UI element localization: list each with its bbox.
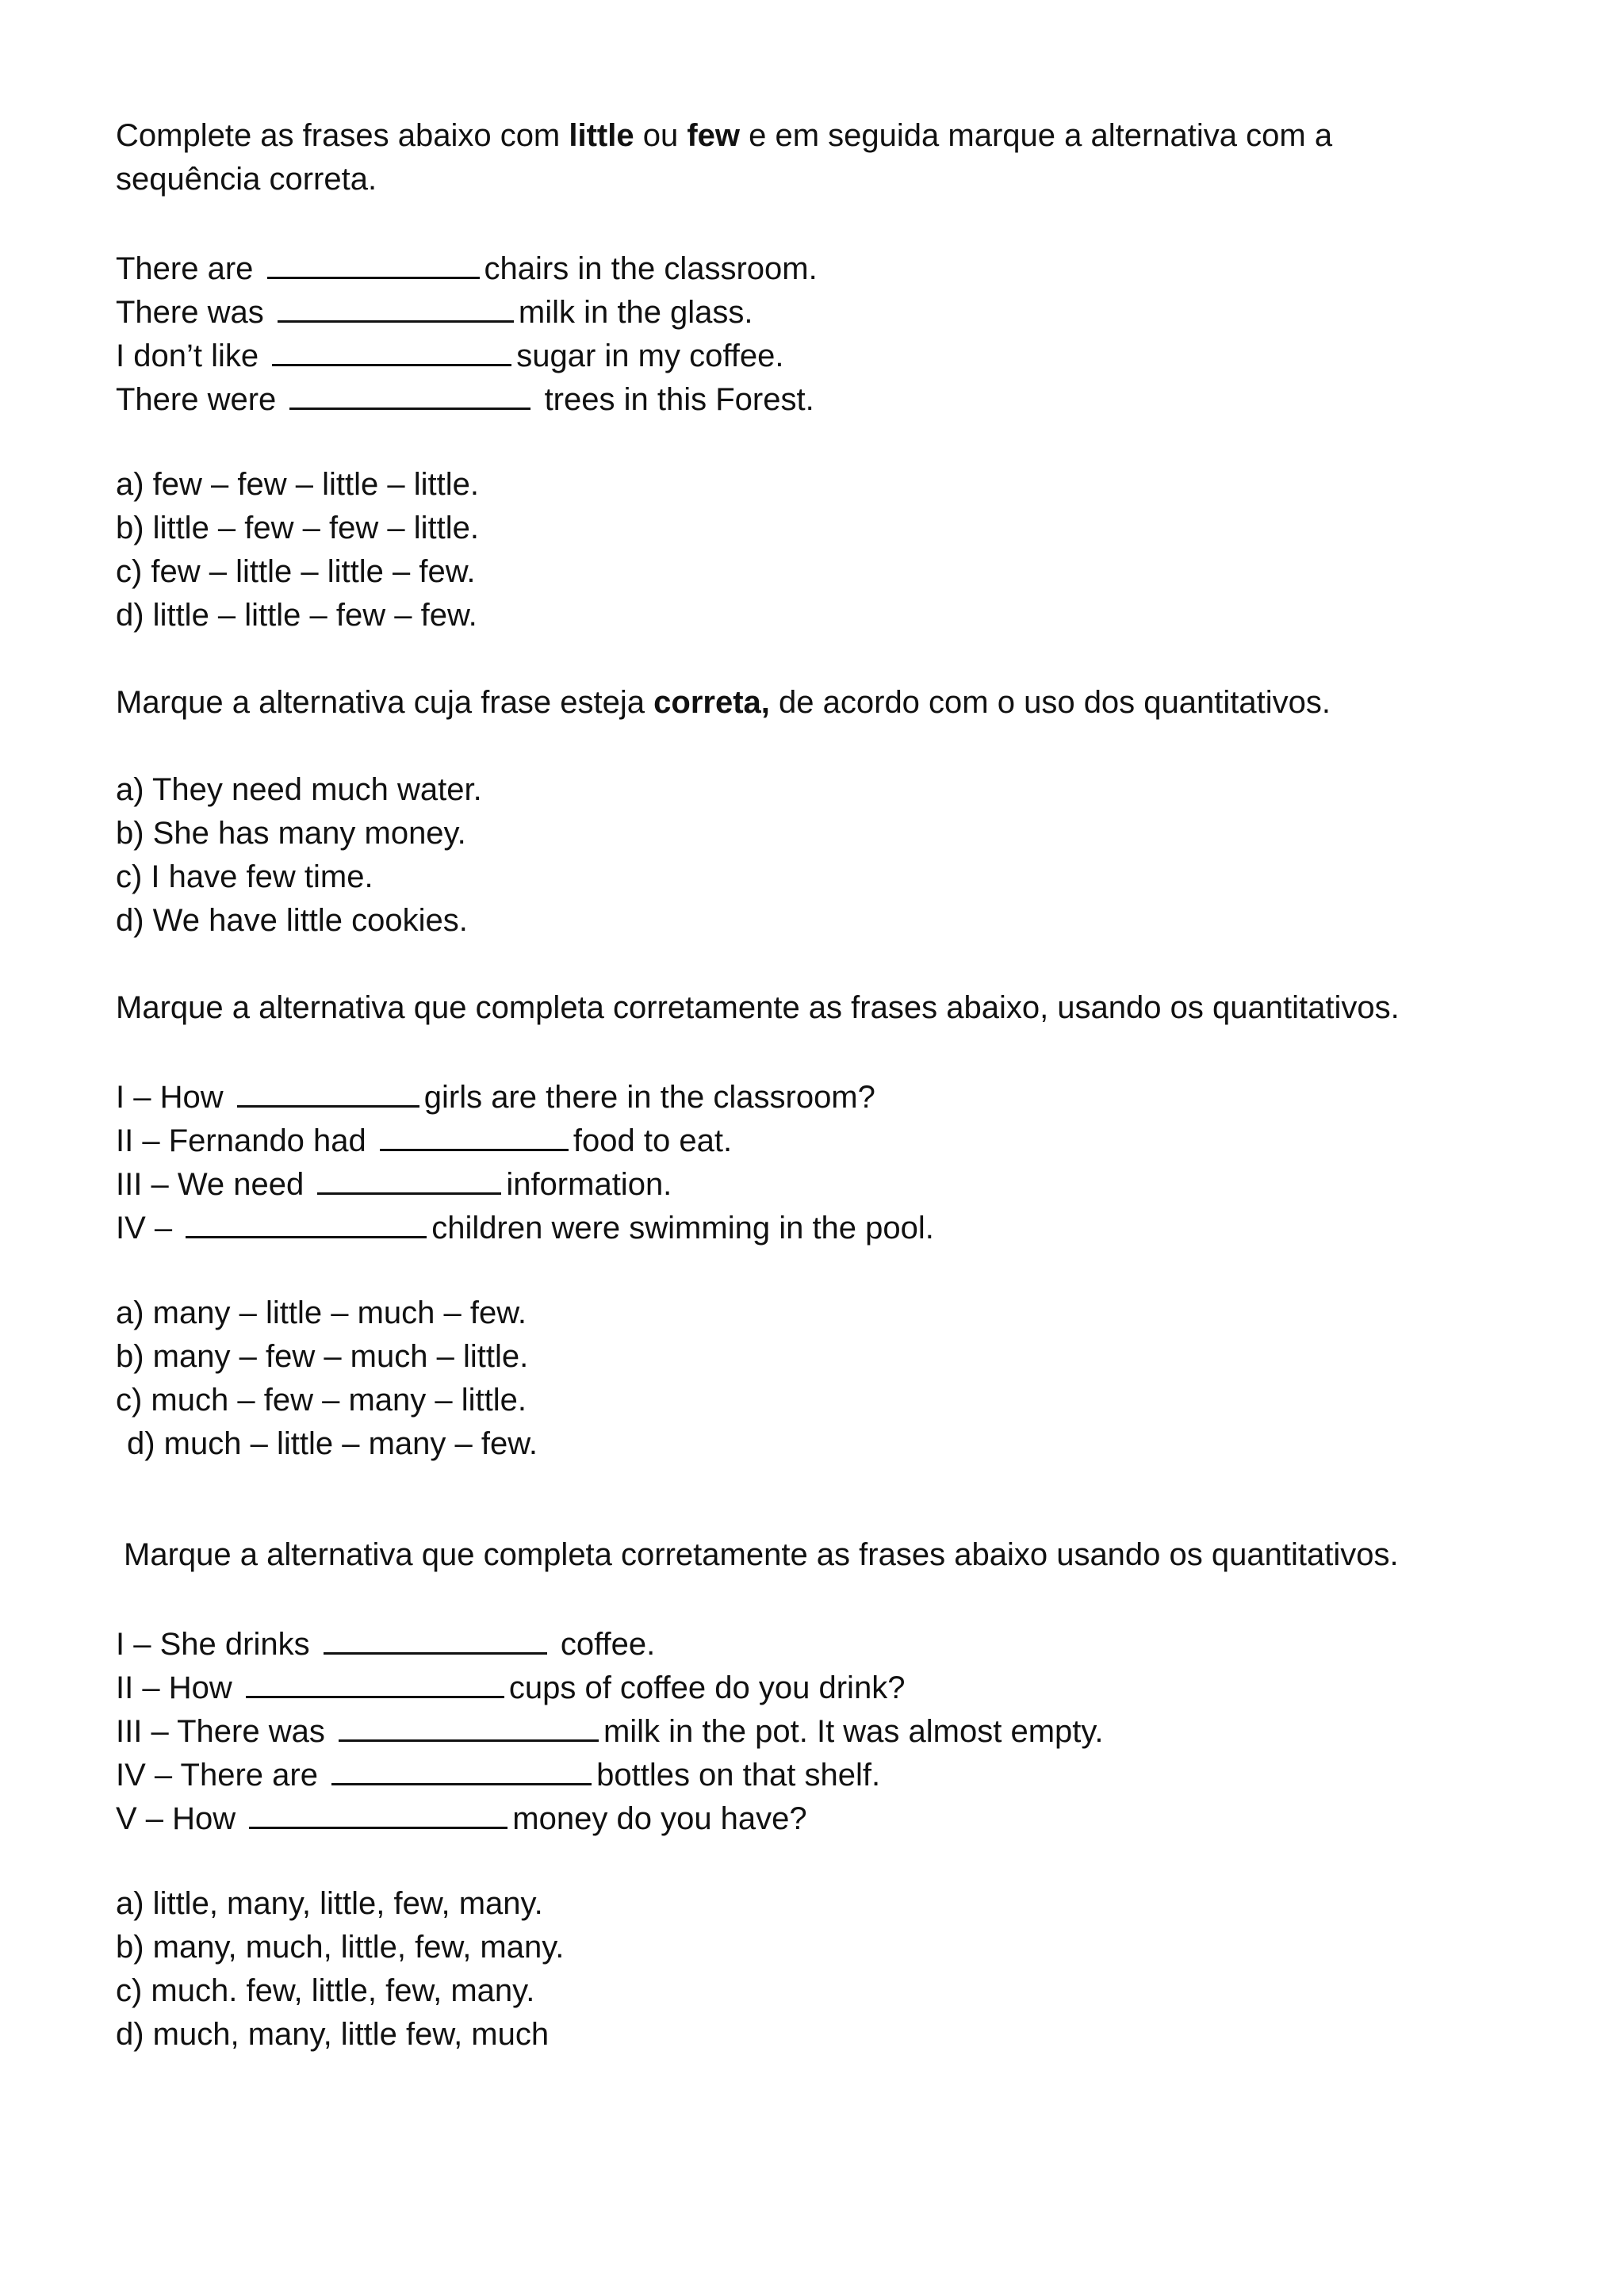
option-c: c) few – little – little – few. xyxy=(116,554,476,589)
option-d: d) much, many, little few, much xyxy=(116,2017,550,2052)
sentence xyxy=(116,1708,1527,1751)
instruction-text: sequência correta. xyxy=(116,162,377,197)
blank-line xyxy=(339,1708,599,1742)
sentence xyxy=(116,332,1527,376)
sentence-end: bottles on that shelf. xyxy=(596,1758,881,1793)
sentence-start: There was xyxy=(116,295,264,330)
instruction-text: Marque a alternativa cuja frase esteja xyxy=(116,685,654,720)
option-b: b) many – few – much – little. xyxy=(116,1339,529,1374)
question-1 xyxy=(116,114,1527,637)
sentence-end: trees in this Forest. xyxy=(544,382,814,417)
instruction-text: ou xyxy=(634,118,688,153)
sentence-start: II – How xyxy=(116,1670,232,1705)
sentence-end: sugar in my coffee. xyxy=(516,339,784,373)
question-4-instruction: Marque a alternativa que completa corretamente as frases abaixo usando os quantitativos. xyxy=(124,1537,1399,1572)
worksheet-page xyxy=(116,114,1527,2057)
blank-line xyxy=(267,245,480,279)
instruction-text: Complete as frases abaixo com xyxy=(116,118,569,153)
sentence xyxy=(116,376,1527,419)
instruction-text: de acordo com o uso dos quantitativos. xyxy=(769,685,1331,720)
blank-line xyxy=(246,1664,504,1698)
sentence-start: IV – There are xyxy=(116,1758,318,1793)
blank-line xyxy=(186,1204,427,1238)
sentence-end: cups of coffee do you drink? xyxy=(508,1670,906,1705)
sentence-end: milk in the glass. xyxy=(518,295,753,330)
option-c: c) much – few – many – little. xyxy=(116,1383,527,1418)
sentence-start: There were xyxy=(116,382,277,417)
option-c: c) I have few time. xyxy=(116,859,373,894)
blank-line xyxy=(249,1795,508,1829)
blank-line xyxy=(278,289,514,323)
option-d: d) We have little cookies. xyxy=(116,903,468,938)
sentence-start: I don’t like xyxy=(116,339,259,373)
sentence xyxy=(116,1664,1527,1708)
sentence xyxy=(116,1751,1527,1795)
sentence-end: children were swimming in the pool. xyxy=(431,1211,934,1246)
keyword-few: few xyxy=(687,118,741,153)
sentence-start: V – How xyxy=(116,1801,236,1836)
question-3-instruction: Marque a alternativa que completa corretamente as frases abaixo, usando os quantitativos. xyxy=(116,990,1400,1025)
option-b: b) She has many money. xyxy=(116,816,466,851)
question-1-instruction xyxy=(116,114,1527,201)
blank-line xyxy=(317,1161,501,1195)
option-d: d) little – little – few – few. xyxy=(116,598,477,633)
sentence-start: III – We need xyxy=(116,1167,304,1202)
sentence-end: girls are there in the classroom? xyxy=(423,1080,875,1115)
option-b: b) many, much, little, few, many. xyxy=(116,1930,565,1965)
blank-line xyxy=(237,1073,419,1108)
sentence-start: I – She drinks xyxy=(116,1627,310,1662)
keyword-correta: correta, xyxy=(653,685,770,720)
option-a: a) little, many, little, few, many. xyxy=(116,1886,543,1921)
sentence xyxy=(116,1161,1527,1204)
sentence xyxy=(116,289,1527,332)
sentence-start: II – Fernando had xyxy=(116,1123,366,1158)
sentence-end: food to eat. xyxy=(573,1123,733,1158)
blank-line xyxy=(380,1117,569,1151)
option-c: c) much. few, little, few, many. xyxy=(116,1973,535,2008)
sentence xyxy=(116,1204,1527,1248)
sentence xyxy=(116,1621,1527,1664)
sentence xyxy=(116,1795,1527,1839)
option-a: a) many – little – much – few. xyxy=(116,1295,527,1330)
sentence-start: There are xyxy=(116,251,254,286)
question-4 xyxy=(116,1533,1527,2057)
question-2-instruction xyxy=(116,681,1527,725)
sentence-end: coffee. xyxy=(560,1627,656,1662)
blank-line xyxy=(324,1621,547,1655)
option-d: d) much – little – many – few. xyxy=(127,1426,538,1461)
blank-line xyxy=(331,1751,592,1785)
sentence-end: chairs in the classroom. xyxy=(484,251,818,286)
option-a: a) They need much water. xyxy=(116,772,482,807)
sentence-start: IV – xyxy=(116,1211,173,1246)
sentence xyxy=(116,245,1527,289)
option-a: a) few – few – little – little. xyxy=(116,467,479,502)
blank-line xyxy=(272,332,511,366)
option-b: b) little – few – few – little. xyxy=(116,511,479,545)
sentence xyxy=(116,1073,1527,1117)
sentence-start: III – There was xyxy=(116,1714,325,1749)
sentence xyxy=(116,1117,1527,1161)
sentence-end: milk in the pot. It was almost empty. xyxy=(603,1714,1104,1749)
sentence-end: money do you have? xyxy=(512,1801,807,1836)
keyword-little: little xyxy=(569,118,634,153)
question-3 xyxy=(116,986,1527,1466)
blank-line xyxy=(289,376,530,410)
question-2 xyxy=(116,681,1527,943)
instruction-text: e em seguida marque a alternativa com a xyxy=(740,118,1333,153)
sentence-start: I – How xyxy=(116,1080,224,1115)
sentence-end: information. xyxy=(506,1167,672,1202)
